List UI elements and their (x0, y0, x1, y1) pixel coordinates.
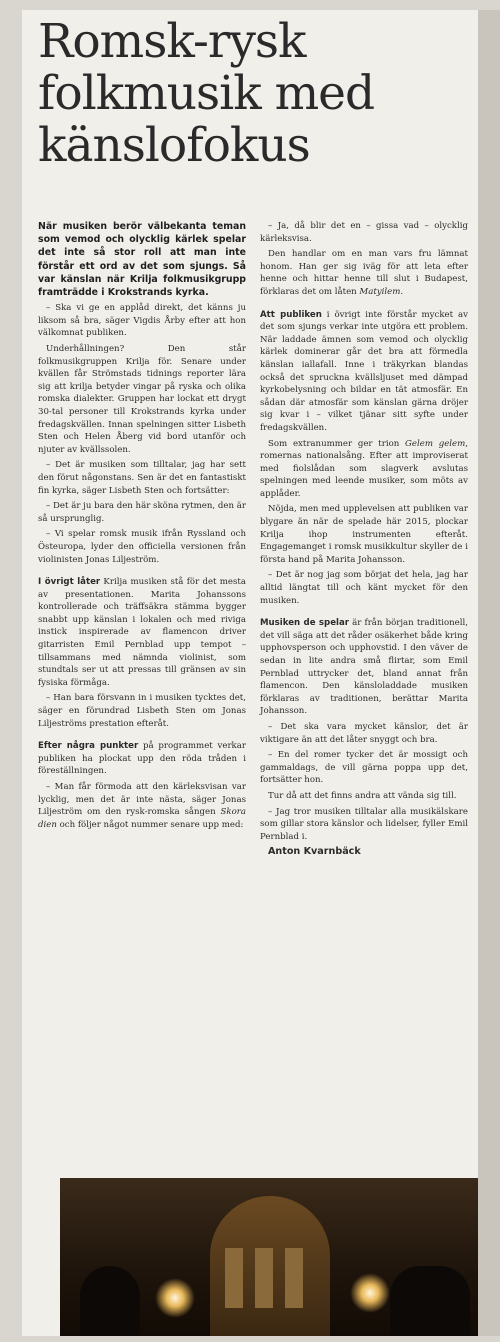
song-title: Skora dien (38, 807, 246, 830)
paragraph-text: på programmet verkar publiken ha plockat upp den röda tråden i föreställningen. (38, 741, 246, 777)
paragraph: – Det är musiken som tilltalar, jag har sett den förut någonstans. Sen är det en fantastiskt fin kyrka, säger Lisbeth Sten och fortsätter: (38, 460, 246, 496)
col1b-paragraphs (38, 692, 246, 730)
col2a-paragraphs (260, 220, 468, 245)
paragraph-text: Som extranummer ger trion (268, 438, 406, 449)
paragraph: Underhållningen? Den står folkmusikgruppen Krilja för. Senare under kvällen får Strömstads tidnings reporter lära sig att krilja betyder vingar på ryska och olika romska dialekter. Gruppen har lockat ett drygt 30-tal personer till Krokstrands kyrka under fredagskvällen. Innan spelningen sitter Lisbeth Sten och Helen Åberg vid bord utanför och njuter av kvällssolen. (38, 344, 246, 455)
paragraph-text: Den handlar om en man vars fru lämnat honom. Han ger sig iväg för att leta efter henne och hittar henne till slut i Budapest, förklaras det om låten (260, 249, 468, 297)
paragraph-text: är från början traditionell, det vill säga att det råder osäkerhet både kring upphovsperson och upphovstid. I den väver de sedan in lite andra små flirtar, som Emil Pernblad uttrycker det, bland annat från flamencon. Den känsloladdade musiken förklaras av traditionen, berättar Marita Johansson. (260, 618, 468, 717)
song-title: Matyilem (359, 286, 401, 297)
paragraph: – Jag tror musiken tilltalar alla musikälskare som gillar stora känslor och lidelser, fyller Emil Pernblad i. (260, 806, 468, 842)
column-right (260, 220, 468, 862)
paragraph: – Ja, då blir det en – gissa vad – olycklig kärleksvisa. (260, 221, 468, 244)
paragraph-text: . (400, 286, 404, 297)
col2e-paragraphs (260, 721, 468, 843)
subhead: Efter några punkter (38, 741, 139, 752)
song-title: Gelem gelem (405, 438, 466, 449)
paragraph: – En del romer tycker det är mossigt och gammaldags, de vill gärna poppa upp det, fortsätter hon. (260, 750, 468, 786)
audience-silhouette (80, 1266, 140, 1336)
section-paragraph (38, 576, 246, 689)
paragraph (260, 248, 468, 298)
paragraph: Tur då att det finns andra att vända sig till. (268, 790, 457, 801)
lamp-glow (350, 1273, 390, 1313)
article-body (38, 220, 468, 862)
col2d-paragraphs (260, 503, 468, 607)
headline: Romsk-rysk folkmusik med känslofokus (38, 14, 375, 173)
paragraph: – Det ska vara mycket känslor, det är viktigare än att det låter snyggt och bra. (260, 721, 468, 745)
adjacent-page-edge (478, 10, 500, 1336)
newspaper-article (22, 10, 478, 1336)
lamp-glow (155, 1278, 195, 1318)
ingress: När musiken berör välbekanta teman som vemod och olycklig kärlek spelar det inte så stor roll att man inte förstår ett ord av det som sjungs. Så var känslan när Krilja folkmusikgrupp framträdde i Krokstrands kyrka. (38, 221, 246, 299)
subhead: Musiken de spelar (260, 618, 350, 629)
paragraph: – Han bara försvann in i musiken tycktes det, säger en förundrad Lisbeth Sten om Jonas Liljeströms prestation efteråt. (38, 693, 246, 729)
paragraph-text: , romernas nationalsång. Efter att improviserat med fiolslådan som slagverk avslutas spelningen med leende musiker, som möts av applåder. (260, 438, 468, 499)
altar-panel (225, 1248, 243, 1308)
paragraph: – Vi spelar romsk musik ifrån Ryssland och Östeuropa, lyder den officiella versionen från violinisten Jonas Liljeström. (38, 529, 246, 565)
paragraph: Nöjda, men med upplevelsen att publiken var blygare än när de spelade här 2015, plockar Krilja ihop instrumenten efteråt. Engagemanget i romsk musikkultur skyller de i första hand på Marita Johansson. (260, 504, 468, 565)
paragraph (38, 781, 246, 831)
section-paragraph (260, 617, 468, 718)
paragraph: – Det är nog jag som börjat det hela, jag har alltid längtat till och känt mycket för den musiken. (260, 570, 468, 606)
altar-panel (285, 1248, 303, 1308)
subhead: I övrigt låter (38, 577, 101, 588)
paragraph-text: Krilja musiken stå för det mesta av presentationen. Marita Johanssons kontrollerade och träffsäkra stämma bygger snabbt upp känslan i lokalen och med riviga instick inspirerade av flamencon driver gitarristen Emil Pernblad upp tempot – tillsammans med nämnda violinist, som stundtals ser ut att pressas till gränsen av sin fysiska förmåga. (38, 577, 246, 688)
church-interior-photo (60, 1178, 478, 1336)
col1-paragraphs (38, 302, 246, 566)
paragraph: – Det är ju bara den här sköna rytmen, den är så ursprunglig. (38, 501, 246, 524)
audience-silhouette (390, 1266, 470, 1336)
altar-panel (255, 1248, 273, 1308)
section-paragraph (38, 740, 246, 778)
paragraph-text: – Man får förmoda att den kärleksvisan var lycklig, men det är inte nästa, säger Jonas Liljeström om den rysk-romska sången (38, 782, 246, 818)
byline: Anton Kvarnbäck (268, 846, 361, 858)
paragraph: – Ska vi ge en applåd direkt, det känns ju liksom så bra, säger Vigdis Årby efter att hon välkomnat publiken. (38, 303, 246, 339)
section-paragraph (260, 309, 468, 435)
column-left (38, 220, 246, 862)
paragraph (260, 438, 468, 501)
subhead: Att publiken (260, 309, 322, 320)
paragraph-text: och följer något nummer senare upp med: (56, 819, 244, 830)
paragraph-text: i övrigt inte förstår mycket av det som sjungs verkar inte utgöra ett problem. När laddade ämnen som vemod och olycklig kärlek dominerar går det bra att förmedla känslan iallafall. Inne i träkyrkan blandas också det spruckna kvällsljuset med dämpad kyrkobelysning och bildar en tät atmosfär. En sådan där atmosfär som känslan gärna dröjer sig kvar i – vilket tjänar sitt syfte under fredagskvällen. (260, 309, 469, 433)
